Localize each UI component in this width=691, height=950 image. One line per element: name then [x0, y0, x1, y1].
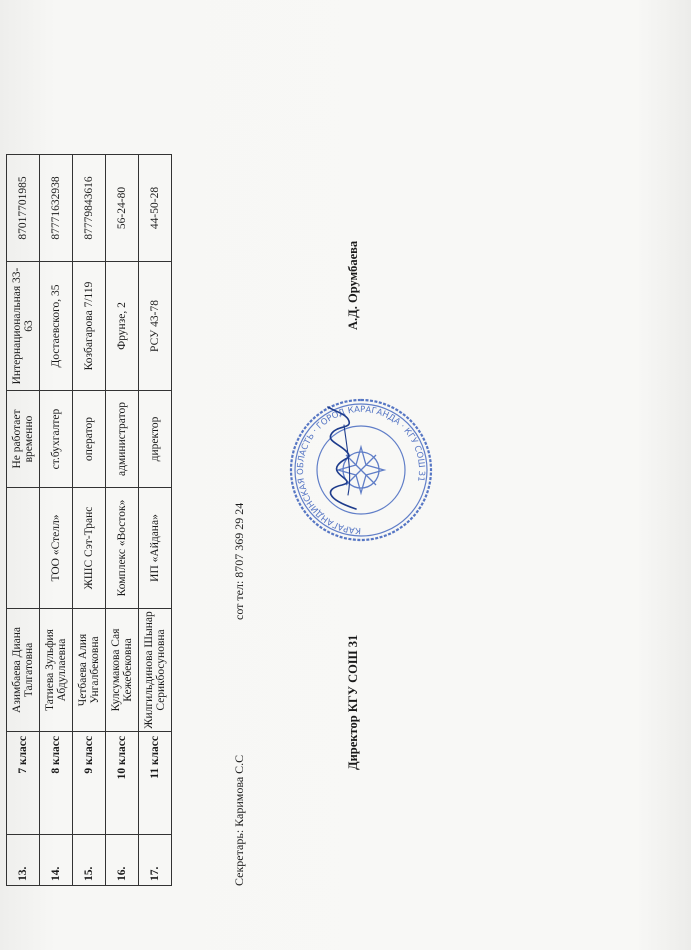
- row-number: 17.: [139, 835, 172, 886]
- director-name: А.Д. Орумбаева: [346, 240, 360, 330]
- row-position: Не работает временно: [7, 391, 40, 488]
- row-position: администратор: [106, 391, 139, 488]
- row-number: 15.: [73, 835, 106, 886]
- row-phone: 87017701985: [7, 155, 40, 262]
- row-phone: 56-24-80: [106, 155, 139, 262]
- row-position: оператор: [73, 391, 106, 488]
- row-name: Татиева Зульфия Абдуллаевна: [40, 609, 73, 732]
- row-position: директор: [139, 391, 172, 488]
- row-phone: 87779843616: [73, 155, 106, 262]
- row-address: Интернациональная 33-63: [7, 262, 40, 391]
- row-organization: [7, 488, 40, 609]
- row-name: Азимбаева Диана Талгатовна: [7, 609, 40, 732]
- row-class: 9 класс: [73, 732, 106, 835]
- row-phone: 87771632938: [40, 155, 73, 262]
- row-number: 16.: [106, 835, 139, 886]
- row-class: 8 класс: [40, 732, 73, 835]
- row-phone: 44-50-28: [139, 155, 172, 262]
- table-row: [106, 155, 139, 886]
- row-organization: ЖШС Сэт-Транс: [73, 488, 106, 609]
- table-row: [40, 155, 73, 886]
- row-number: 13.: [7, 835, 40, 886]
- row-name: Кулсумакова Сая Кежебековна: [106, 609, 139, 732]
- row-class: 11 класс: [139, 732, 172, 835]
- table-row: [7, 155, 40, 886]
- row-position: ст.бухгалтер: [40, 391, 73, 488]
- secretary-phone: сот тел: 8707 369 29 24: [232, 502, 246, 620]
- secretary-line: Секретарь: Каримова С.С: [232, 754, 246, 886]
- table-row: [73, 155, 106, 886]
- row-address: Фрунзе, 2: [106, 262, 139, 391]
- row-organization: ТОО «Стелл»: [40, 488, 73, 609]
- parents-table: [6, 154, 172, 886]
- stamp-ring-text: КАРАГАНДИНСКАЯ ОБЛАСТЬ · ГОРОД КАРАГАНДА · КГУ СОШ 31: [295, 404, 427, 536]
- row-address: Достаевского, 35: [40, 262, 73, 391]
- row-organization: Комплекс «Восток»: [106, 488, 139, 609]
- row-number: 14.: [40, 835, 73, 886]
- director-signature-icon: [318, 405, 368, 515]
- row-address: Козбагарова 7/119: [73, 262, 106, 391]
- row-name: Жилгильдинова Шынар Серикбосуновна: [139, 609, 172, 732]
- director-title: Директор КГУ СОШ 31: [346, 634, 360, 770]
- row-class: 7 класс: [7, 732, 40, 835]
- row-organization: ИП «Айдана»: [139, 488, 172, 609]
- table-row: [139, 155, 172, 886]
- row-class: 10 класс: [106, 732, 139, 835]
- row-address: РСУ 43-78: [139, 262, 172, 391]
- row-name: Четбаева Алия Унгалбековна: [73, 609, 106, 732]
